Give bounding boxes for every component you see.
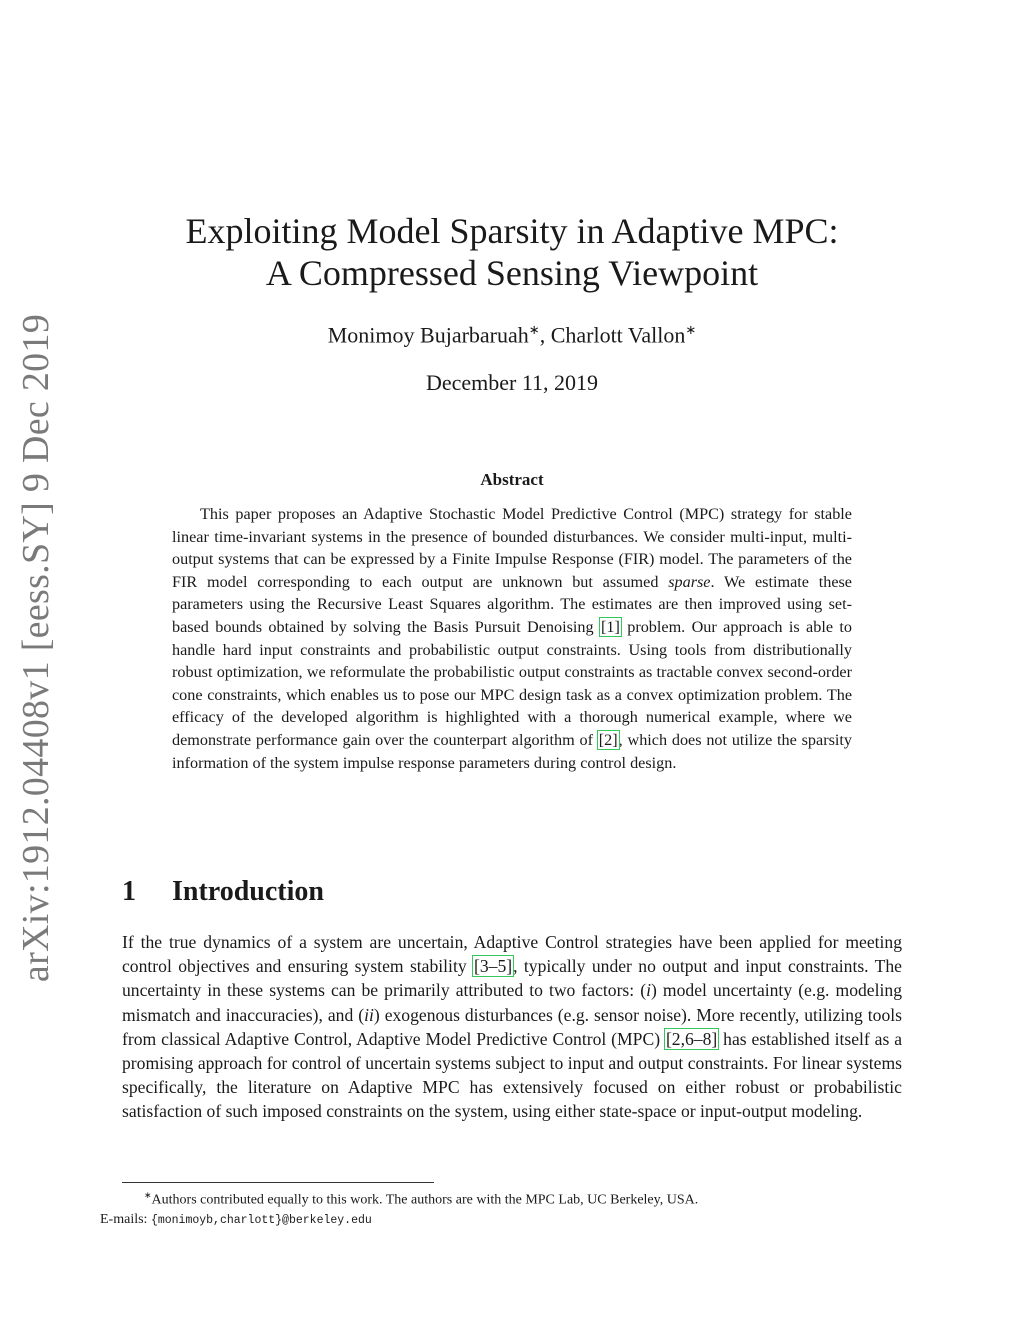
- author-1: Monimoy Bujarbaruah: [327, 322, 529, 348]
- intro-enum-i: i: [646, 980, 651, 1001]
- author-list: Monimoy Bujarbaruah∗, Charlott Vallon∗: [327, 322, 697, 348]
- section-number: 1: [122, 876, 136, 907]
- citation-link[interactable]: [2]: [598, 730, 618, 749]
- footnote-emails-label: E-mails:: [100, 1211, 151, 1227]
- intro-part-3: ) model uncertainty (e.g. modeling mismatch and inaccuracies), and (: [122, 980, 902, 1025]
- author-1-mark: ∗: [528, 322, 540, 337]
- intro-part-5: has established itself as a promising approach for control of uncertain systems subject to input and output constraints. For linear systems specifically, the literature on Adaptive MPC has extensively focused on either robust or probabilistic satisfaction of such imposed constraints on the system, using either state-space or input-output modeling.: [122, 1028, 903, 1122]
- abstract-part-1: This paper proposes an Adaptive Stochastic Model Predictive Control (MPC) strategy for stable linear time-invariant systems in the presence of bounded disturbances. We consider multi-input, multi-output systems that can be expressed by a Finite Impulse Response (FIR) model. The parameters of the FIR model corresponding to each output are unknown but assumed: [172, 505, 852, 591]
- paper-title: [112, 210, 912, 294]
- intro-part-1: If the true dynamics of a system are uncertain, Adaptive Control strategies have been applied for meeting control objectives and ensuring system stability: [122, 932, 902, 977]
- footnote-text: Authors contributed equally to this work. The authors are with the MPC Lab, UC Berkeley, USA.: [151, 1192, 699, 1208]
- abstract-heading: Abstract: [480, 470, 544, 489]
- footnote: [100, 1186, 902, 1230]
- footnote-rule: [122, 1182, 434, 1183]
- footnote-emails: {monimoyb,charlott}@berkeley.edu: [150, 1213, 372, 1227]
- intro-part-4: ) exogenous disturbances (e.g. sensor noise). More recently, utilizing tools from classical Adaptive Control, Adaptive Model Predictive Control (MPC): [122, 1004, 903, 1049]
- citation-link[interactable]: [3–5]: [474, 956, 513, 977]
- abstract-emphasis: sparse: [668, 572, 711, 591]
- abstract-part-2: . We estimate these parameters using the Recursive Least Squares algorithm. The estimates are then improved using set-based bounds obtained by solving the Basis Pursuit Denoising: [172, 572, 852, 636]
- title-line-1: Exploiting Model Sparsity in Adaptive MPC:: [185, 211, 839, 251]
- abstract-part-3: problem. Our approach is able to handle hard input constraints and probabilistic output constraints. Using tools from distributionally robust optimization, we reformulate the probabilistic output constraints as tractable convex second-order cone constraints, which enables us to pose our MPC design task as a convex optimization problem. The efficacy of the developed algorithm is highlighted with a thorough numerical example, where we demonstrate performance gain over the counterpart algorithm of: [172, 617, 852, 749]
- citation-link[interactable]: [1]: [600, 617, 620, 636]
- arxiv-stamp: [10, 313, 62, 982]
- intro-paragraph: [122, 930, 902, 1124]
- title-line-2: A Compressed Sensing Viewpoint: [265, 253, 759, 293]
- arxiv-id: arXiv:1912.04408v1 [eess.SY] 9 Dec 2019: [15, 313, 57, 982]
- paper-date: December 11, 2019: [425, 370, 599, 395]
- abstract-part-4: , which does not utilize the sparsity information of the system impulse response parameters during control design.: [172, 730, 852, 772]
- footnote-mark: ∗: [144, 1190, 152, 1200]
- section-heading: [122, 876, 324, 908]
- intro-enum-ii: ii: [364, 1004, 374, 1025]
- intro-part-2: , typically under no output and input constraints. The uncertainty in these systems can be primarily attributed to two factors: (: [122, 956, 902, 1001]
- abstract-text: [172, 503, 852, 774]
- author-2-mark: ∗: [685, 322, 697, 337]
- author-2: Charlott Vallon: [550, 322, 686, 348]
- citation-link[interactable]: [2,6–8]: [665, 1028, 718, 1049]
- section-title: Introduction: [172, 876, 324, 907]
